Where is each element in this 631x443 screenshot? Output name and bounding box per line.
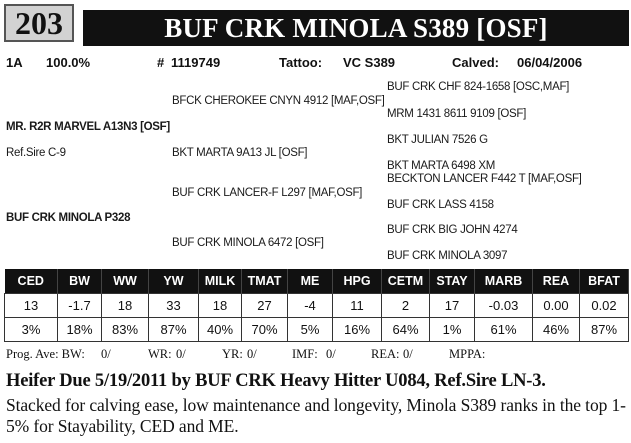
epd-value-milk: 18 xyxy=(199,293,242,317)
ped-dd-sire: BUF CRK BIG JOHN 4274 xyxy=(387,224,518,236)
ped-ds-sire: BECKTON LANCER F442 T [MAF,OSF] xyxy=(387,173,582,185)
ped-dd-dam: BUF CRK MINOLA 3097 xyxy=(387,250,508,262)
epd-value-ced: 13 xyxy=(5,293,58,317)
lot-number: 203 xyxy=(4,4,74,42)
prog-wr-value: 0/ xyxy=(176,347,186,361)
prog-imf-value: 0/ xyxy=(326,347,336,361)
epd-header-hpg: HPG xyxy=(333,269,382,293)
prog-bw-label: Prog. Ave: BW: xyxy=(6,347,85,361)
epd-header-rea: REA xyxy=(533,269,580,293)
epd-value-rea: 0.00 xyxy=(533,293,580,317)
epd-value-bw: -1.7 xyxy=(58,293,102,317)
epd-value-ww: 18 xyxy=(102,293,149,317)
epd-pct-stay: 1% xyxy=(430,317,475,341)
epd-header-tmat: TMAT xyxy=(242,269,288,293)
ped-ss-dam: MRM 1431 8611 9109 [OSF] xyxy=(387,108,526,120)
ped-dam-dam: BUF CRK MINOLA 6472 [OSF] xyxy=(172,237,324,249)
ped-sire-dam: BKT MARTA 9A13 JL [OSF] xyxy=(172,147,308,159)
epd-pct-ced: 3% xyxy=(5,317,58,341)
ped-ds-dam: BUF CRK LASS 4158 xyxy=(387,199,494,211)
epd-header-ced: CED xyxy=(5,269,58,293)
epd-pct-milk: 40% xyxy=(199,317,242,341)
epd-header-stay: STAY xyxy=(430,269,475,293)
epd-value-hpg: 11 xyxy=(333,293,382,317)
epd-header-cetm: CETM xyxy=(382,269,430,293)
prog-mppa-label: MPPA: xyxy=(449,347,486,361)
epd-table xyxy=(4,269,629,342)
epd-pct-hpg: 16% xyxy=(333,317,382,341)
animal-title: BUF CRK MINOLA S389 [OSF] xyxy=(83,10,629,46)
prog-bw-value: 0/ xyxy=(101,347,111,361)
ped-sd-dam: BKT MARTA 6498 XM xyxy=(387,160,496,172)
epd-header-bw: BW xyxy=(58,269,102,293)
tattoo-label: Tattoo: xyxy=(279,55,323,70)
epd-pct-cetm: 64% xyxy=(382,317,430,341)
ped-sire-sire: BFCK CHEROKEE CNYN 4912 [MAF,OSF] xyxy=(172,95,385,107)
epd-pct-marb: 61% xyxy=(475,317,533,341)
epd-header-row xyxy=(5,269,629,293)
epd-pct-me: 5% xyxy=(288,317,333,341)
prog-imf-label: IMF: xyxy=(292,347,318,361)
epd-value-marb: -0.03 xyxy=(475,293,533,317)
ped-dam-sire: BUF CRK LANCER-F L297 [MAF,OSF] xyxy=(172,187,363,199)
ped-ss-sire: BUF CRK CHF 824-1658 [OSC,MAF] xyxy=(387,81,570,93)
epd-pct-tmat: 70% xyxy=(242,317,288,341)
calved-value: 06/04/2006 xyxy=(517,55,583,70)
ped-sire: MR. R2R MARVEL A13N3 [OSF] xyxy=(6,121,170,133)
epd-header-me: ME xyxy=(288,269,333,293)
tag: 1A xyxy=(6,55,23,70)
epd-value-yw: 33 xyxy=(149,293,199,317)
epd-header-ww: WW xyxy=(102,269,149,293)
percent: 100.0% xyxy=(46,55,91,70)
description: Stacked for calving ease, low maintenance and longevity, Minola S389 ranks in the top 1-5% for Stayability, CED and ME. xyxy=(6,395,626,436)
epd-header-yw: YW xyxy=(149,269,199,293)
reg-label: # xyxy=(157,55,165,70)
ped-sire-note: Ref.Sire C-9 xyxy=(6,147,66,159)
epd-header-bfat: BFAT xyxy=(580,269,629,293)
prog-yr-value: 0/ xyxy=(247,347,257,361)
epd-value-cetm: 2 xyxy=(382,293,430,317)
prog-yr-label: YR: xyxy=(222,347,243,361)
epd-pct-yw: 87% xyxy=(149,317,199,341)
epd-header-milk: MILK xyxy=(199,269,242,293)
tattoo-value: VC S389 xyxy=(343,55,396,70)
prog-wr-label: WR: xyxy=(148,347,172,361)
epd-percentile-row xyxy=(5,317,629,341)
epd-pct-bw: 18% xyxy=(58,317,102,341)
epd-value-stay: 17 xyxy=(430,293,475,317)
epd-value-bfat: 0.02 xyxy=(580,293,629,317)
epd-pct-rea: 46% xyxy=(533,317,580,341)
epd-value-tmat: 27 xyxy=(242,293,288,317)
epd-pct-bfat: 87% xyxy=(580,317,629,341)
calved-label: Calved: xyxy=(452,55,499,70)
epd-pct-ww: 83% xyxy=(102,317,149,341)
epd-value-row xyxy=(5,293,629,317)
ped-dam: BUF CRK MINOLA P328 xyxy=(6,212,131,224)
heifer-due-note: Heifer Due 5/19/2011 by BUF CRK Heavy Hitter U084, Ref.Sire LN-3. xyxy=(6,371,546,391)
prog-rea-label: REA: xyxy=(371,347,400,361)
ped-sd-sire: BKT JULIAN 7526 G xyxy=(387,134,488,146)
epd-header-marb: MARB xyxy=(475,269,533,293)
epd-value-me: -4 xyxy=(288,293,333,317)
reg-number: 1119749 xyxy=(171,55,221,70)
prog-rea-value: 0/ xyxy=(403,347,413,361)
